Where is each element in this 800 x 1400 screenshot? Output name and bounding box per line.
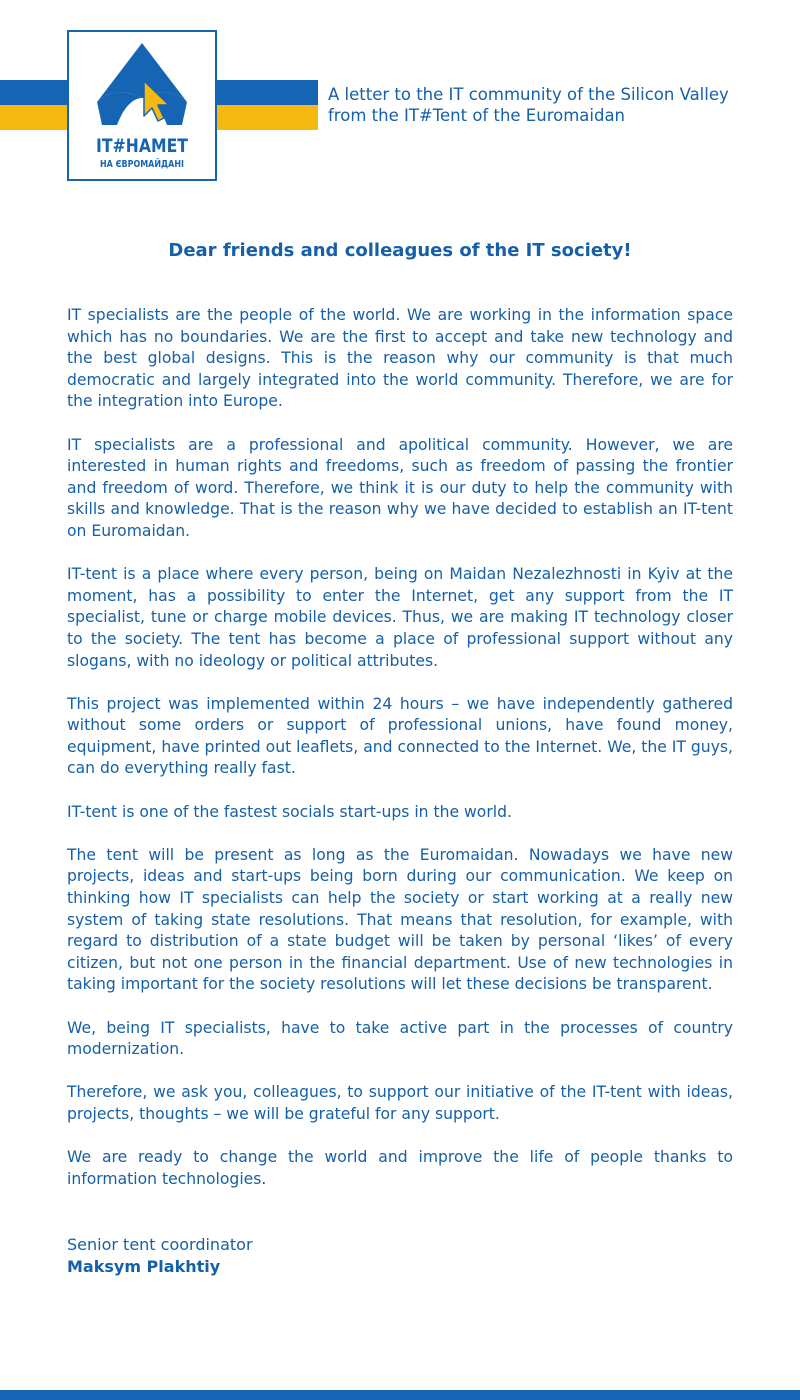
letter-paragraph: Therefore, we ask you, colleagues, to support our initiative of the IT-tent with ideas, projects, thoughts – we will be grateful for any support.	[67, 1083, 733, 1123]
letter-paragraph: IT-tent is a place where every person, being on Maidan Nezalezhnosti in Kyiv at the moment, has a possibility to enter the Internet, get any support from the IT specialist, tune or charge mobile devices. Thus, we are making IT technology closer to the society. The tent has become a place of professional support without any slogans, with no ideology or political attributes.	[67, 565, 733, 670]
letter-header-title	[328, 84, 768, 126]
letter-body	[67, 305, 733, 1212]
header-title-line-2: from the IT#Tent of the Euromaidan	[328, 106, 626, 125]
letter-paragraph: IT-tent is one of the fastest socials start-ups in the world.	[67, 802, 512, 821]
footer-bar	[0, 1390, 800, 1400]
letter-paragraph: The tent will be present as long as the Euromaidan. Nowadays we have new projects, ideas and start-ups being born during our communication. We keep on thinking how IT specialists can help the society or start working at a really new system of taking state resolutions. That means that resolution, for example, with regard to distribution of a state budget will be taken by personal ‘likes’ of every citizen, but not one person in the financial department. Use of new technologies in taking important for the society resolutions will let these decisions be transparent.	[67, 845, 733, 994]
logo-wordmark: IT#НАМЕТ	[96, 135, 189, 157]
letter-paragraph: We, being IT specialists, have to take active part in the processes of country modernization.	[67, 1018, 733, 1059]
header-title-line-1: A letter to the IT community of the Silicon Valley	[328, 85, 729, 104]
it-tent-logo	[67, 30, 217, 181]
signature-name: Maksym Plakhtiy	[67, 1257, 221, 1276]
signature-role: Senior tent coordinator	[67, 1235, 253, 1254]
letter-greeting: Dear friends and colleagues of the IT society!	[168, 240, 632, 261]
letter-paragraph: This project was implemented within 24 hours – we have independently gathered without some orders or support of professional unions, have found money, equipment, have printed out leaflets, and connected to the Internet. We, the IT guys, can do everything really fast.	[67, 694, 733, 778]
letter-paragraph: IT specialists are the people of the world. We are working in the information space which has no boundaries. We are the first to accept and take new technology and the best global designs. This is the reason why our community is that much democratic and largely integrated into the world community. Therefore, we are for the integration into Europe.	[67, 306, 733, 411]
tent-cursor-icon	[69, 32, 215, 179]
signature-block	[67, 1234, 253, 1278]
letter-paragraph: We are ready to change the world and improve the life of people thanks to information technologies.	[67, 1148, 733, 1188]
logo-subtitle: НА ЄВРОМАЙДАНІ	[100, 159, 200, 170]
letter-paragraph: IT specialists are a professional and apolitical community. However, we are interested in human rights and freedoms, such as freedom of passing the frontier and freedom of word. Therefore, we think it is our duty to help the community with skills and knowledge. That is the reason why we have decided to establish an IT-tent on Euromaidan.	[67, 435, 733, 540]
